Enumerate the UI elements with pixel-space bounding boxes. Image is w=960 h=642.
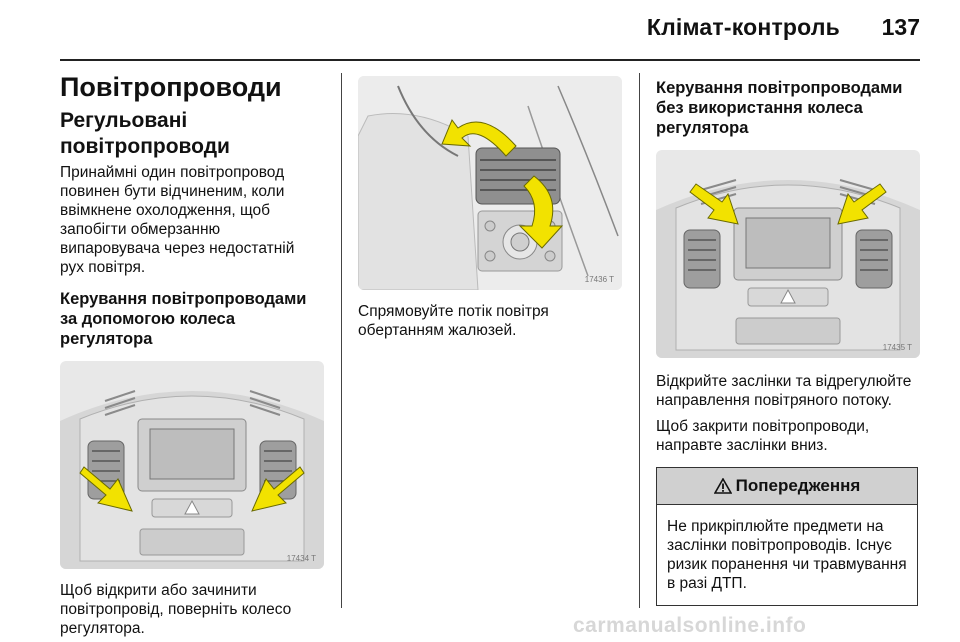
figure-center-vents-flaps <box>656 150 920 358</box>
warning-text: Не прикріплюйте предмети на заслінки повітропроводів. Існує ризик поранення чи травмування в разі ДТП. <box>667 518 907 592</box>
open-flaps-paragraph: Відкрийте заслінки та відрегулюйте направлення повітряного потоку. <box>656 373 912 409</box>
warning-triangle-icon <box>714 478 732 494</box>
page-header <box>0 0 960 62</box>
running-title: Клімат-контроль <box>646 14 840 40</box>
intro-paragraph: Принаймні один повітропровод повинен бути відчиненим, коли ввімкнене охолодження, щоб запобігти обмерзанню випаровувача через недостатній рух повітря. <box>60 164 295 276</box>
column-3 <box>656 70 920 606</box>
side-vent-illustration <box>358 76 622 290</box>
warning-box <box>656 467 918 606</box>
subsection-heading: Регульовані повітропроводи <box>60 109 230 158</box>
warning-header <box>657 468 917 505</box>
warning-title: Попередження <box>735 476 861 495</box>
figure-number: 17435 T <box>882 343 912 352</box>
column-1 <box>60 70 322 638</box>
close-vents-paragraph: Щоб закрити повітропроводи, направте заслінки вниз. <box>656 418 870 454</box>
figure-number: 17434 T <box>286 554 316 563</box>
figure-side-vent-louvres <box>358 76 622 290</box>
warning-body <box>657 505 917 605</box>
dashboard-illustration <box>60 361 324 569</box>
figure-caption: Щоб відкрити або зачинити повітропровід, поверніть колесо регулятора. <box>60 582 292 637</box>
figure-caption: Спрямовуйте потік повітря обертанням жалюзей. <box>358 303 549 339</box>
column-divider-1 <box>341 73 342 608</box>
column-divider-2 <box>639 73 640 608</box>
dashboard-illustration <box>656 150 920 358</box>
figure-number: 17436 T <box>584 275 614 284</box>
page-number: 137 <box>881 14 920 40</box>
figure-dashboard-vents-wheel <box>60 361 324 569</box>
no-wheel-control-heading: Керування повітропроводами без використання колеса регулятора <box>656 79 903 137</box>
wheel-control-heading: Керування повітропроводами за допомогою колеса регулятора <box>60 290 307 348</box>
column-2 <box>358 70 620 340</box>
header-rule <box>60 59 920 61</box>
watermark: carmanualsonline.info <box>573 614 807 637</box>
section-heading: Повітропроводи <box>60 72 282 102</box>
